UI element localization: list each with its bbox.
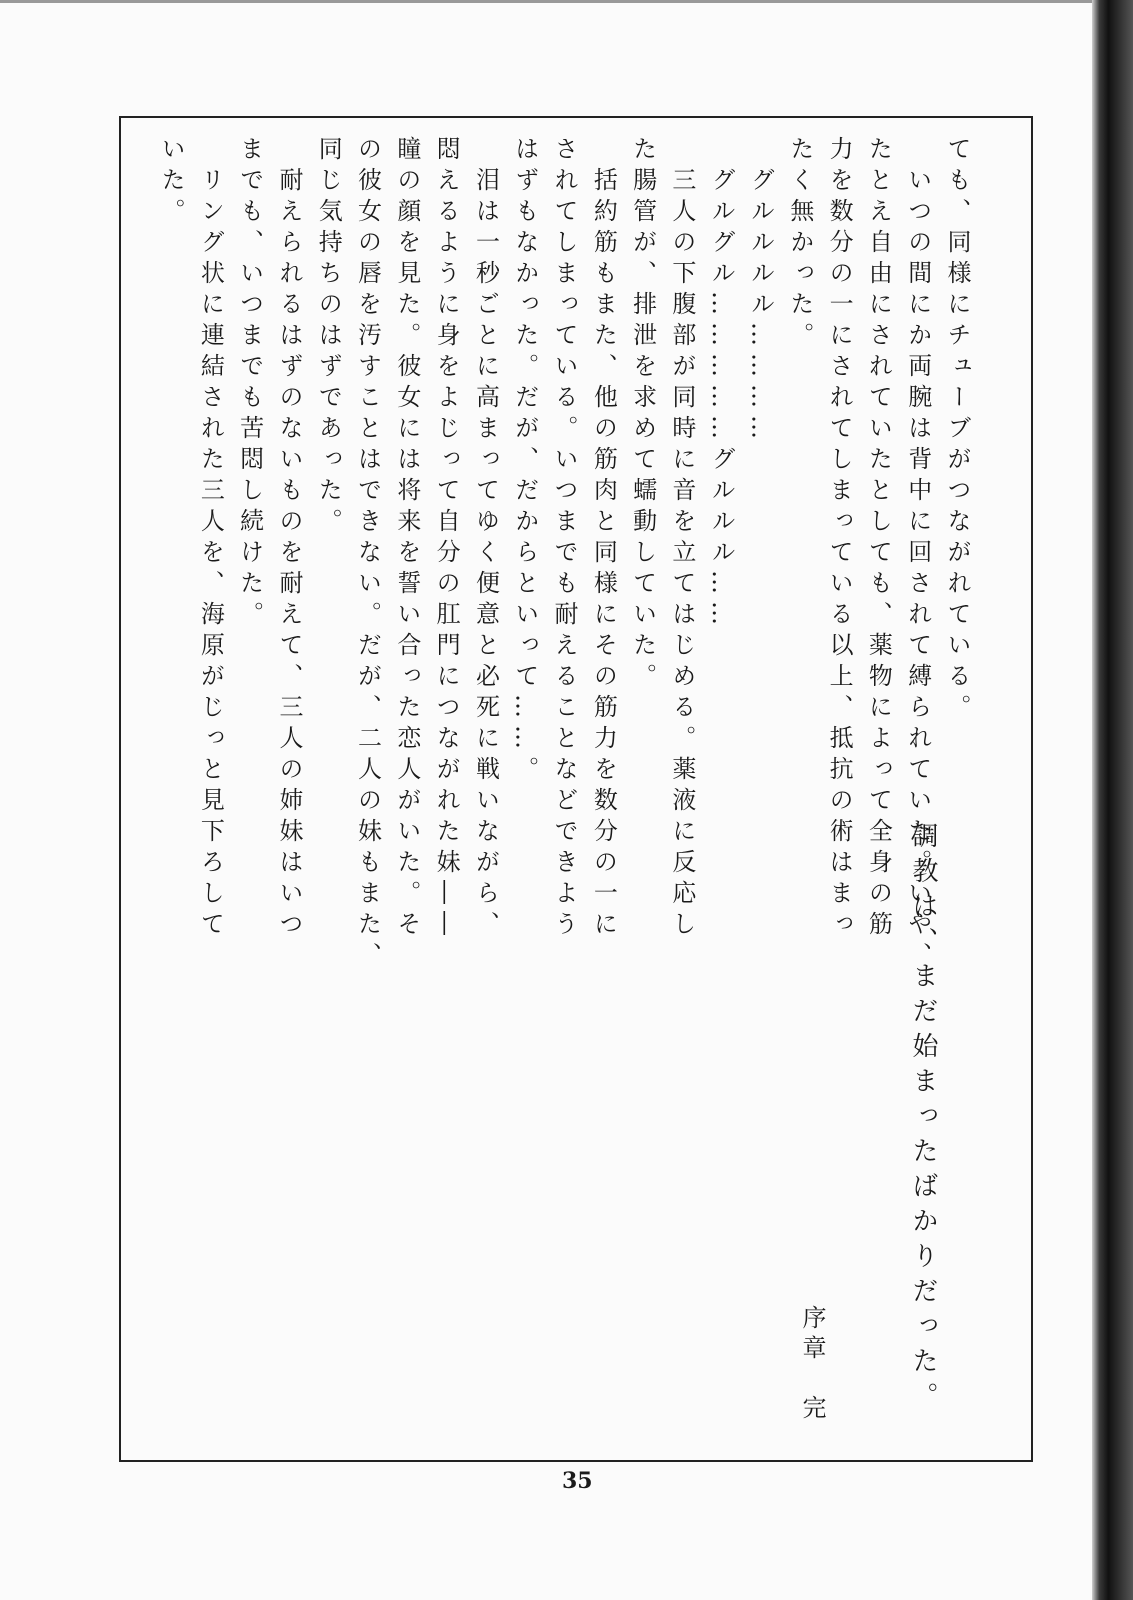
text-column: はずもなかった。だが、だからといって……。 bbox=[510, 136, 539, 787]
text-column: 瞳の顔を見た。彼女には将来を誓い合った恋人がいた。そ bbox=[392, 136, 421, 942]
text-column: の彼女の唇を汚すことはできない。だが、二人の妹もまた、 bbox=[353, 136, 382, 973]
text-column: 同じ気持ちのはずであった。 bbox=[314, 136, 343, 539]
text-column: グルルルル………… bbox=[746, 136, 775, 446]
text-column: 耐えられるはずのないものを耐えて、三人の姉妹はいつ bbox=[274, 136, 303, 942]
text-column: 括約筋もまた、他の筋肉と同様にその筋力を数分の一に bbox=[589, 136, 618, 942]
scan-right-edge bbox=[1092, 0, 1133, 1600]
text-column: ても、同様にチューブがつながれている。 bbox=[943, 136, 971, 725]
chapter-end-label: 序章 完 bbox=[798, 1305, 826, 1425]
scan-top-edge bbox=[0, 0, 1100, 3]
text-column: たく無かった。 bbox=[785, 136, 814, 353]
text-column: たとえ自由にされていたとしても、薬物によって全身の筋 bbox=[864, 136, 893, 942]
text-column: グルグル……………グルルル…… bbox=[707, 136, 736, 632]
text-column: 泪は一秒ごとに高まってゆく便意と必死に戦いながら、 bbox=[471, 136, 500, 942]
text-column: までも、いつまでも苦悶し続けた。 bbox=[235, 136, 264, 632]
body-text bbox=[150, 136, 976, 973]
text-column: た腸管が、排泄を求めて蠕動していた。 bbox=[628, 136, 657, 694]
text-column: 力を数分の一にされてしまっている以上、抵抗の術はまっ bbox=[825, 136, 854, 942]
text-column: されてしまっている。いつまでも耐えることなどできよう bbox=[550, 136, 579, 942]
closing-line: 調教は、まだ始まったばかりだった。 bbox=[908, 822, 938, 1417]
text-column: 三人の下腹部が同時に音を立てはじめる。薬液に反応し bbox=[667, 136, 696, 942]
text-column: いた。 bbox=[157, 136, 186, 229]
text-column: いつの間にか両腕は背中に回されて縛られていた。いや、 bbox=[903, 136, 932, 973]
text-column: リング状に連結された三人を、海原がじっと見下ろして bbox=[196, 136, 225, 942]
text-column: 悶えるように身をよじって自分の肛門につながれた妹―― bbox=[432, 136, 461, 942]
page-number: 35 bbox=[562, 1468, 593, 1494]
